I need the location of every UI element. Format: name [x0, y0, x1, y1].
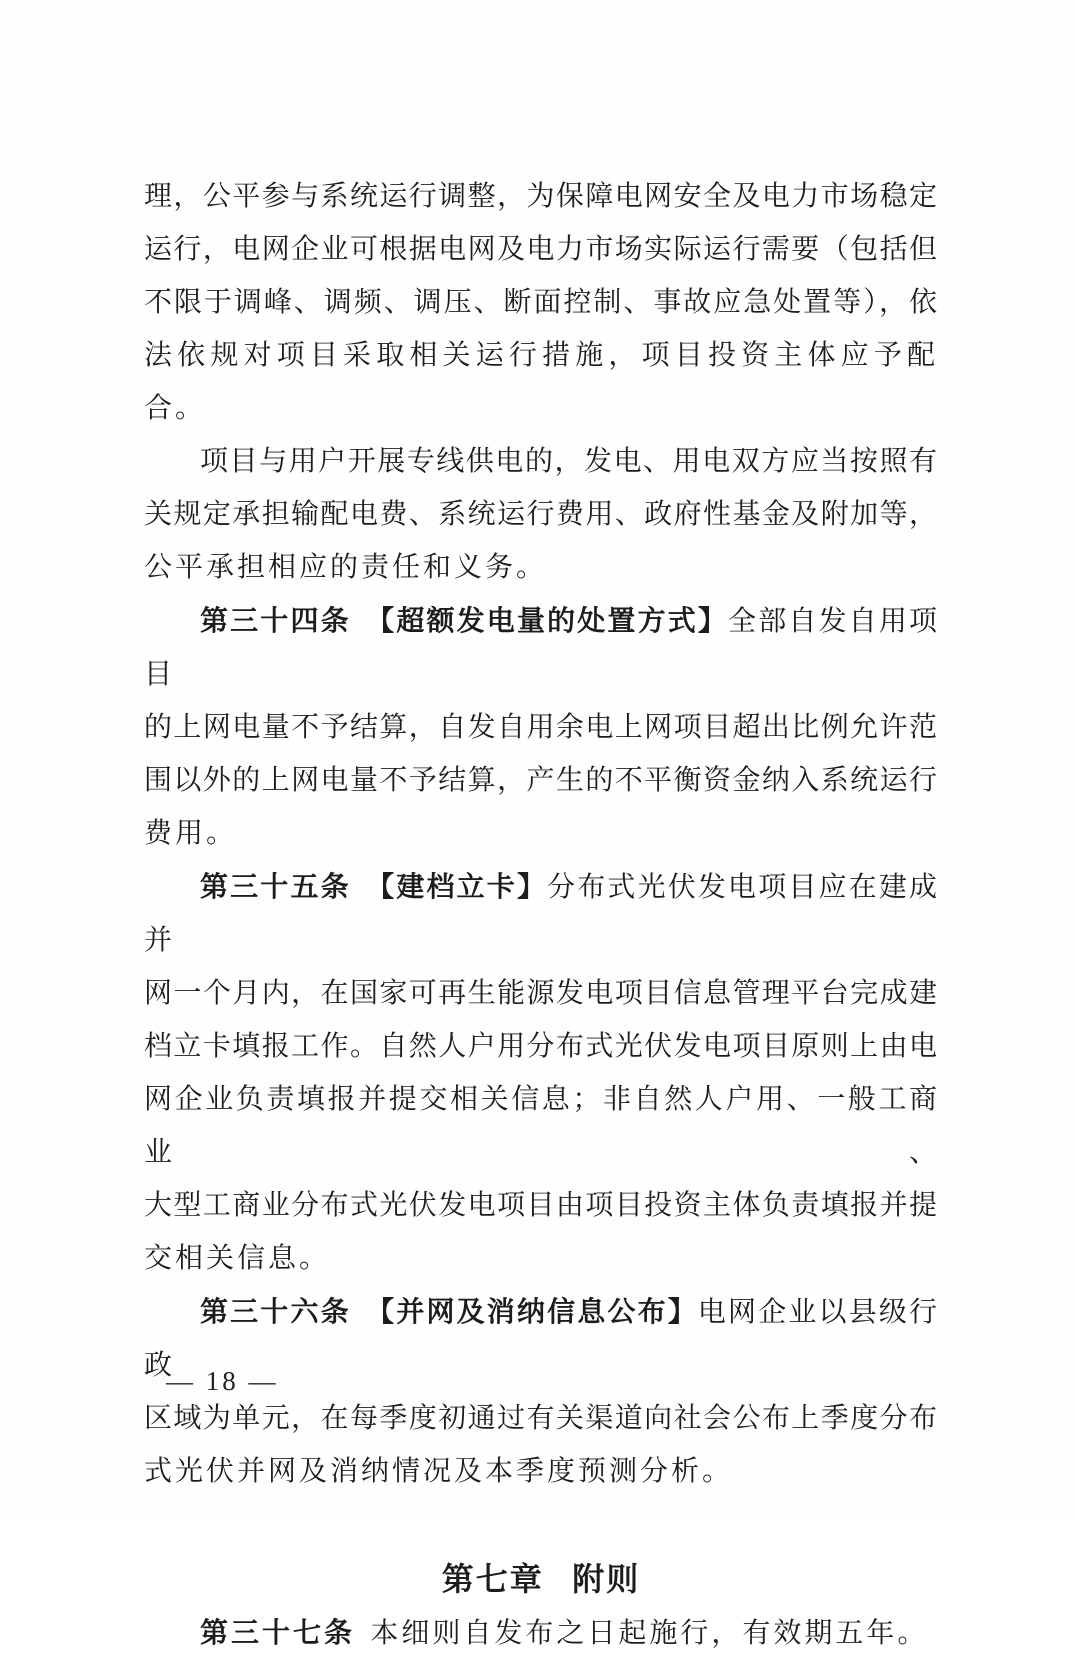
text-segment: 全部自发自用项目 — [144, 606, 938, 690]
text-segment: 式光伏并网及消纳情况及本季度预测分析。 — [144, 1456, 734, 1487]
text-segment: 分布式光伏发电项目应在建成并 — [144, 872, 938, 956]
text-segment: 理，公平参与系统运行调整，为保障电网安全及电力市场稳定 — [144, 181, 938, 212]
text-segment: 档立卡填报工作。自然人户用分布式光伏发电项目原则上由电 — [144, 1031, 938, 1062]
text-line — [144, 1606, 938, 1660]
text-segment: 关规定承担输配电费、系统运行费用、政府性基金及附加等， — [144, 499, 938, 530]
text-line — [144, 435, 938, 488]
chapter-heading — [144, 1553, 938, 1606]
text-line — [144, 170, 938, 223]
article-topic-title: 【建档立卡】 — [366, 871, 548, 902]
text-line — [144, 541, 938, 594]
text-line — [144, 860, 938, 967]
text-segment: 项目与用户开展专线供电的，发电、用电双方应当按照有 — [200, 446, 938, 477]
text-segment: 大型工商业分布式光伏发电项目由项目投资主体负责填报并提 — [144, 1190, 938, 1221]
article-topic-title: 【超额发电量的处置方式】 — [366, 605, 729, 636]
text-line — [144, 276, 938, 329]
text-segment: 的上网电量不予结算，自发自用余电上网项目超出比例允许范 — [144, 712, 938, 743]
text-line — [144, 967, 938, 1020]
text-line — [144, 329, 938, 435]
text-segment: 区域为单元，在每季度初通过有关渠道向社会公布上季度分布 — [144, 1403, 938, 1434]
text-segment: 网企业负责填报并提交相关信息；非自然人户用、一般工商业、 — [144, 1084, 938, 1168]
text-segment: 费用。 — [144, 818, 238, 849]
text-line — [144, 701, 938, 754]
text-segment: 电网企业以县级行政 — [144, 1297, 938, 1381]
chapter-heading-text: 第七章 附则 — [441, 1561, 641, 1597]
article-number-label: 第三十七条 — [200, 1617, 356, 1648]
text-segment: 不限于调峰、调频、调压、断面控制、事故应急处置等），依 — [144, 287, 938, 318]
text-segment: 本细则自发布之日起施行，有效期五年。 — [370, 1618, 929, 1649]
text-segment: 网一个月内，在国家可再生能源发电项目信息管理平台完成建 — [144, 978, 938, 1009]
text-segment: 运行，电网企业可根据电网及电力市场实际运行需要（包括但 — [144, 234, 938, 265]
text-line — [144, 807, 938, 860]
text-segment: 法依规对项目采取相关运行措施，项目投资主体应予配合。 — [144, 340, 938, 424]
page-number: — 18 — — [166, 1366, 279, 1396]
text-segment: 公平承担相应的责任和义务。 — [144, 552, 548, 583]
text-line — [144, 1232, 938, 1285]
article-number-label: 第三十五条 — [200, 871, 351, 902]
text-line — [144, 754, 938, 807]
article-number-label: 第三十四条 — [200, 605, 351, 636]
text-line — [144, 1179, 938, 1232]
article-number-label: 第三十六条 — [200, 1296, 351, 1327]
text-block — [144, 170, 938, 1660]
text-segment: 围以外的上网电量不予结算，产生的不平衡资金纳入系统运行 — [144, 765, 938, 796]
text-line — [144, 1073, 938, 1179]
text-line — [144, 1020, 938, 1073]
article-topic-title: 【并网及消纳信息公布】 — [366, 1296, 698, 1327]
text-line — [144, 1445, 938, 1498]
text-line — [144, 223, 938, 276]
text-line — [144, 488, 938, 541]
text-segment: 交相关信息。 — [144, 1243, 331, 1274]
text-line — [144, 594, 938, 701]
